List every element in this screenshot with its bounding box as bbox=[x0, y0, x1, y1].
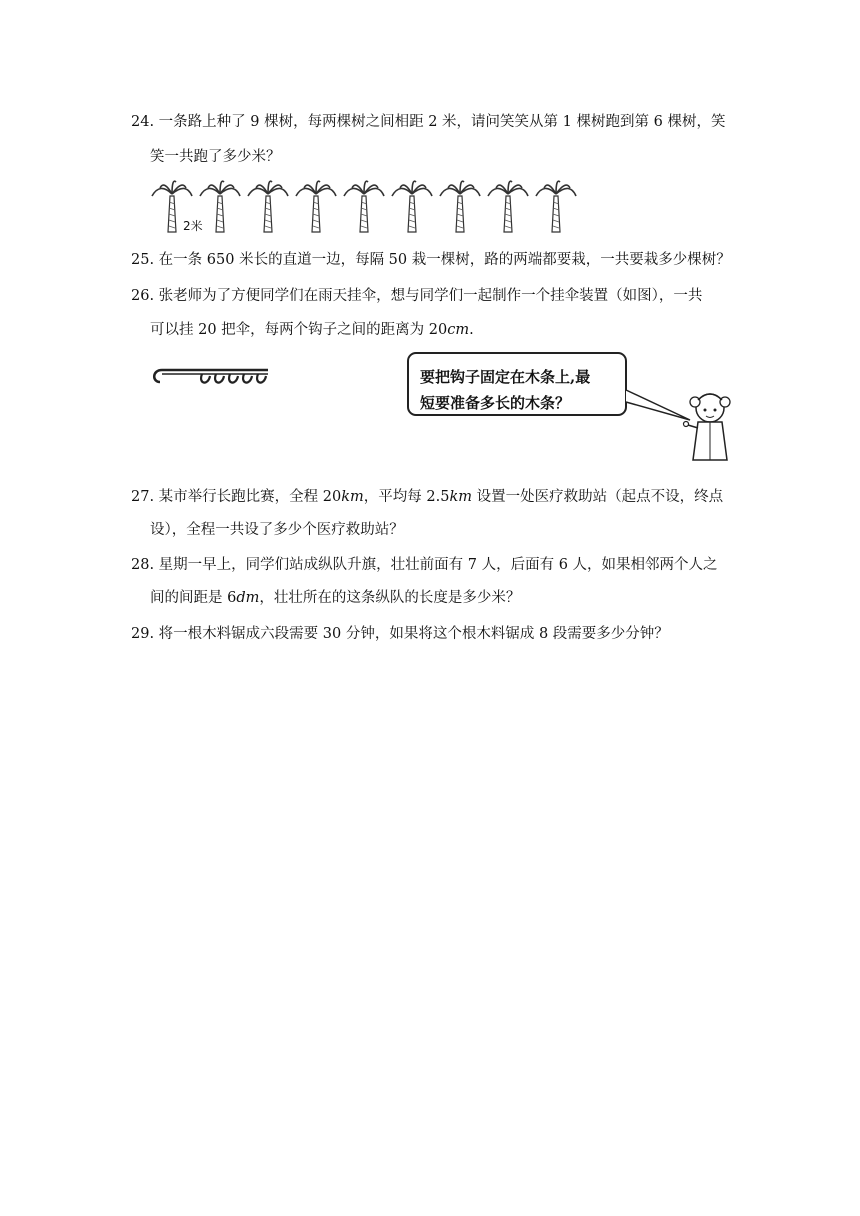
text-segment: . bbox=[469, 322, 474, 338]
bubble-line-1: 要把钩子固定在木条上,最 bbox=[420, 368, 591, 386]
question-text: 将一根木料锯成六段需要 30 分钟，如果将这个根木料锯成 8 段需要多少分钟？ bbox=[158, 626, 669, 642]
unit: dm bbox=[236, 590, 260, 606]
question-25 bbox=[131, 248, 731, 269]
question-28 bbox=[131, 553, 718, 574]
palm-tree-icon bbox=[248, 181, 288, 232]
bubble-line-2: 短要准备多长的木条？ bbox=[420, 394, 571, 412]
text-segment: ，平均每 2.5 bbox=[363, 489, 450, 505]
unit: km bbox=[449, 489, 472, 505]
palm-tree-icon bbox=[392, 181, 432, 232]
question-26-line2 bbox=[150, 318, 474, 339]
question-27 bbox=[131, 485, 723, 506]
palm-tree-icon bbox=[344, 181, 384, 232]
hooks-figure bbox=[150, 360, 280, 400]
question-number: 24. bbox=[131, 114, 155, 130]
question-26 bbox=[131, 284, 702, 305]
umbrella-hooks-illustration bbox=[150, 360, 280, 400]
unit: km bbox=[341, 489, 364, 505]
text-segment: 设置一处医疗救助站（起点不设，终点 bbox=[472, 489, 724, 505]
palm-tree-icon bbox=[440, 181, 480, 232]
question-24-line2: 笑一共跑了多少米？ bbox=[150, 149, 281, 165]
text-segment: 可以挂 20 把伞，每两个钩子之间的距离为 20 bbox=[150, 322, 448, 338]
question-29 bbox=[131, 622, 669, 643]
question-text: 在一条 650 米长的直道一边，每隔 50 栽一棵树，路的两端都要栽，一共要栽多少棵树？ bbox=[158, 252, 731, 268]
question-number: 25. bbox=[131, 252, 155, 268]
question-number: 27. bbox=[131, 489, 155, 505]
text-segment: 间的间距是 6 bbox=[150, 590, 237, 606]
palm-tree-icon bbox=[536, 181, 576, 232]
text-segment: 某市举行长跑比赛，全程 20 bbox=[158, 489, 342, 505]
question-number: 29. bbox=[131, 626, 155, 642]
palm-tree-icon bbox=[296, 181, 336, 232]
question-number: 28. bbox=[131, 557, 155, 573]
unit: cm bbox=[447, 322, 470, 338]
question-text: 星期一早上，同学们站成纵队升旗，壮壮前面有 7 人，后面有 6 人，如果相邻两个人之 bbox=[158, 557, 718, 573]
question-number: 26. bbox=[131, 288, 155, 304]
question-28-line2 bbox=[150, 586, 520, 607]
trees-figure bbox=[150, 178, 580, 234]
tree-distance-label: 2米 bbox=[183, 219, 203, 233]
palm-trees-illustration bbox=[150, 178, 580, 234]
palm-tree-icon bbox=[200, 181, 240, 232]
text-segment: ，壮壮所在的这条纵队的长度是多少米？ bbox=[259, 590, 521, 606]
question-24 bbox=[131, 110, 725, 131]
question-27-line2: 设），全程一共设了多少个医疗救助站？ bbox=[150, 522, 404, 538]
girl-illustration bbox=[684, 394, 731, 460]
question-text: 张老师为了方便同学们在雨天挂伞，想与同学们一起制作一个挂伞装置（如图），一共 bbox=[158, 288, 703, 304]
palm-tree-icon bbox=[488, 181, 528, 232]
question-text: 一条路上种了 9 棵树，每两棵树之间相距 2 米，请问笑笑从第 1 棵树跑到第 6 棵树，笑 bbox=[158, 114, 726, 130]
speech-bubble-text bbox=[420, 364, 620, 416]
